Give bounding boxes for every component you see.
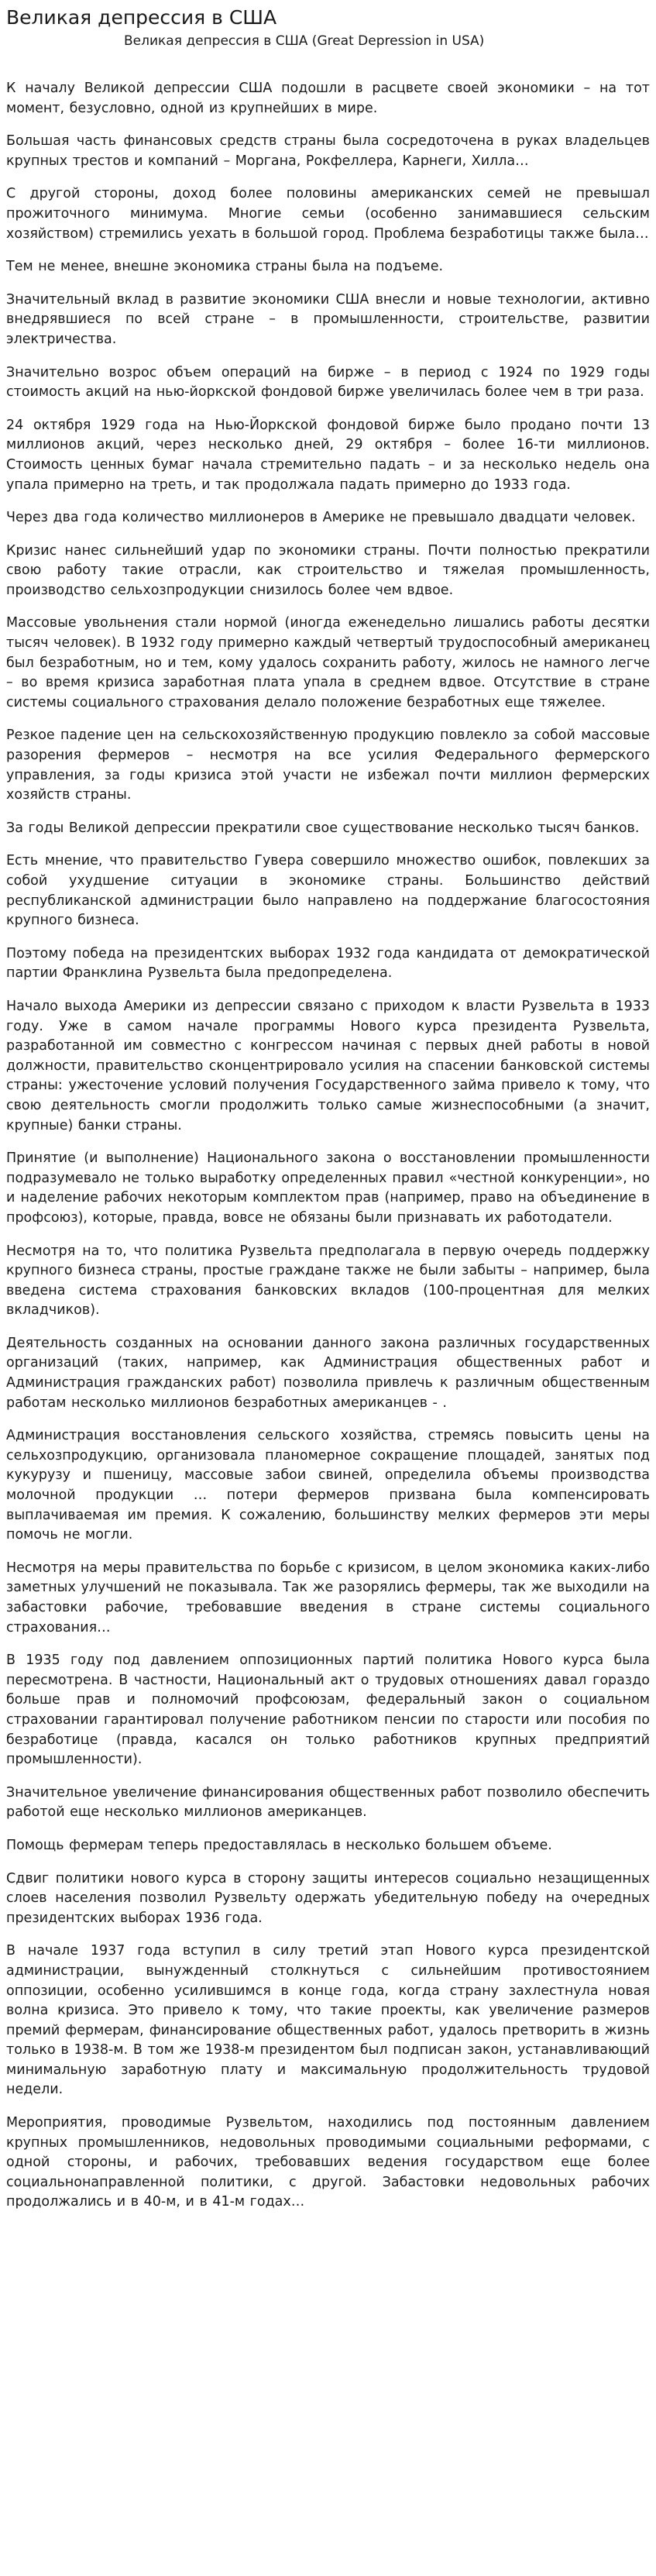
article-paragraph: Массовые увольнения стали нормой (иногда еженедельно лишались работы десятки тысяч человек). В 1932 году примерно каждый четвертый трудоспособный американец был безработным, но и тем, кому удалось сохранить работу, жилось не намного легче – во время кризиса заработная плата упала в среднем вдвое. Отсутствие в стране системы социального страхования делало положение безработных еще тяжелее. bbox=[6, 615, 650, 710]
article-paragraph: Сдвиг политики нового курса в сторону защиты интересов социально незащищенных слоев населения позволил Рузвельту одержать убедительную победу на очередных президентских выборах 1936 года. bbox=[6, 1870, 650, 1926]
article-paragraph: Значительное увеличение финансирования общественных работ позволило обеспечить работой еще несколько миллионов американцев. bbox=[6, 1784, 650, 1821]
article-paragraph: Резкое падение цен на сельскохозяйственную продукцию повлекло за собой массовые разорения фермеров – несмотря на все усилия Федерального фермерского управления, за годы кризиса этой участи не избежал почти миллион фермерских хозяйств страны. bbox=[6, 727, 650, 803]
article-paragraph: В начале 1937 года вступил в силу третий этап Нового курса президентской администрации, вынужденный столкнуться с сильнейшим противостоянием оппозиции, особенно усилившимся в конце года, когда страну захлестнула новая волна кризиса. Это привело к тому, что такие проекты, как увеличение размеров премий фермерам, финансирование общественных работ, удалось претворить в жизнь только в 1938-м. В том же 1938-м президентом был подписан закон, устанавливающий минимальную заработную плату и максимальную продолжительность трудовой недели. bbox=[6, 1943, 650, 2098]
article-paragraph: Значительно возрос объем операций на бирже – в период с 1924 по 1929 годы стоимость акций на нью-йоркской фондовой бирже увеличилась более чем в три раза. bbox=[6, 364, 650, 401]
article-paragraph: 24 октября 1929 года на Нью-Йоркской фондовой бирже было продано почти 13 миллионов акций, через несколько дней, 29 октября – более 16-ти миллионов. Стоимость ценных бумаг начала стремительно падать – и за несколько недель она упала примерно на треть, и так продолжала падать примерно до 1933 года. bbox=[6, 417, 650, 493]
article-paragraph: Поэтому победа на президентских выборах 1932 года кандидата от демократической партии Франклина Рузвельта была предопределена. bbox=[6, 945, 650, 982]
article-paragraph: Есть мнение, что правительство Гувера совершило множество ошибок, повлекших за собой ухудшение ситуации в экономике страны. Большинство действий республиканской администрации было направлено на поддержание благосостояния крупного бизнеса. bbox=[6, 853, 650, 929]
article-body bbox=[6, 79, 650, 2213]
article-paragraph: Большая часть финансовых средств страны была сосредоточена в руках владельцев крупных трестов и компаний – Моргана, Рокфеллера, Карнеги, Хилла… bbox=[6, 133, 650, 169]
article-paragraph: Кризис нанес сильнейший удар по экономики страны. Почти полностью прекратили свою работу такие отрасли, как строительство и тяжелая промышленность, производство сельхозпродукции снизилось более чем вдвое. bbox=[6, 542, 650, 598]
article-paragraph: В 1935 году под давлением оппозиционных партий политика Нового курса была пересмотрена. В частности, Национальный акт о трудовых отношениях давал гораздо больше прав и полномочий профсоюзам, федеральный закон о социальном страховании гарантировал получение работником пенсии по старости или пособия по безработице (правда, касался он только работников крупных предприятий промышленности). bbox=[6, 1653, 650, 1768]
article-paragraph: Тем не менее, внешне экономика страны была на подъеме. bbox=[6, 259, 444, 275]
article-paragraph: Деятельность созданных на основании данного закона различных государственных организаций (таких, например, как Администрация общественных работ и Администрация гражданских работ) позволила привлечь к различным общественным работам несколько миллионов безработных американцев - . bbox=[6, 1335, 650, 1411]
article-paragraph: Принятие (и выполнение) Национального закона о восстановлении промышленности подразумевало не только выработку определенных правил «честной конкуренции», но и наделение рабочих некоторым комплектом прав (например, право на объединение в профсоюз), которые, правда, вовсе не обязаны были признавать их работодатели. bbox=[6, 1150, 650, 1226]
article-paragraph: Через два года количество миллионеров в Америке не превышало двадцати человек. bbox=[6, 510, 636, 526]
article-paragraph: Начало выхода Америки из депрессии связано с приходом к власти Рузвельта в 1933 году. Уже в самом начале программы Нового курса президента Рузвельта, разработанной им совместно с конгрессом начиная с первых дней работы в новой должности, правительство сконцентрировало усилия на спасении банковской системы страны: ужесточение условий получения Государственного займа привело к тому, что свою деятельность смогли продолжить только самые жизнеспособными (а значит, крупные) банки страны. bbox=[6, 998, 650, 1133]
article-paragraph: Администрация восстановления сельского хозяйства, стремясь повысить цены на сельхозпродукцию, организовала планомерное сокращение площадей, занятых под кукурузу и пшеницу, массовые забои свиней, определила объемы производства молочной продукции … потери фермеров призвана была компенсировать выплачиваемая им премия. К сожалению, большинству мелких фермеров эти меры помочь не могли. bbox=[6, 1428, 650, 1543]
article-paragraph: Мероприятия, проводимые Рузвельтом, находились под постоянным давлением крупных промышленников, недовольных проводимыми социальными реформами, с одной стороны, и рабочих, требовавших ведения государством еще более социальнонаправленной политики, с другой. Забастовки недовольных рабочих продолжались и в 40-м, и в 41-м годах… bbox=[6, 2115, 650, 2210]
article-paragraph: Несмотря на меры правительства по борьбе с кризисом, в целом экономика каких-либо заметных улучшений не показывала. Так же разорялись фермеры, так же выходили на забастовки рабочие, требовавшие введения в стране системы социального страхования… bbox=[6, 1560, 650, 1635]
article-paragraph: Значительный вклад в развитие экономики США внесли и новые технологии, активно внедрявшиеся по всей стране – в промышленности, строительстве, развитии электричества. bbox=[6, 291, 650, 347]
article-paragraph: К началу Великой депрессии США подошли в расцвете своей экономики – на тот момент, безусловно, одной из крупнейших в мире. bbox=[6, 81, 650, 116]
page-title: Великая депрессия в США bbox=[6, 6, 277, 29]
page-subtitle: Великая депрессия в США (Great Depression in USA) bbox=[124, 33, 485, 49]
article-paragraph: Несмотря на то, что политика Рузвельта предполагала в первую очередь поддержку крупного бизнеса страны, простые граждане также не были забыты – например, была введена система страхования банковских вкладов (100-процентная для мелких вкладчиков). bbox=[6, 1243, 650, 1319]
article-paragraph: С другой стороны, доход более половины американских семей не превышал прожиточного минимума. Многие семьи (особенно занимавшиеся сельским хозяйством) стремились уехать в большой город. Проблема безработицы также была… bbox=[6, 186, 650, 242]
article-paragraph: За годы Великой депрессии прекратили свое существование несколько тысяч банков. bbox=[6, 820, 640, 836]
article-paragraph: Помощь фермерам теперь предоставлялась в несколько большем объеме. bbox=[6, 1837, 552, 1853]
